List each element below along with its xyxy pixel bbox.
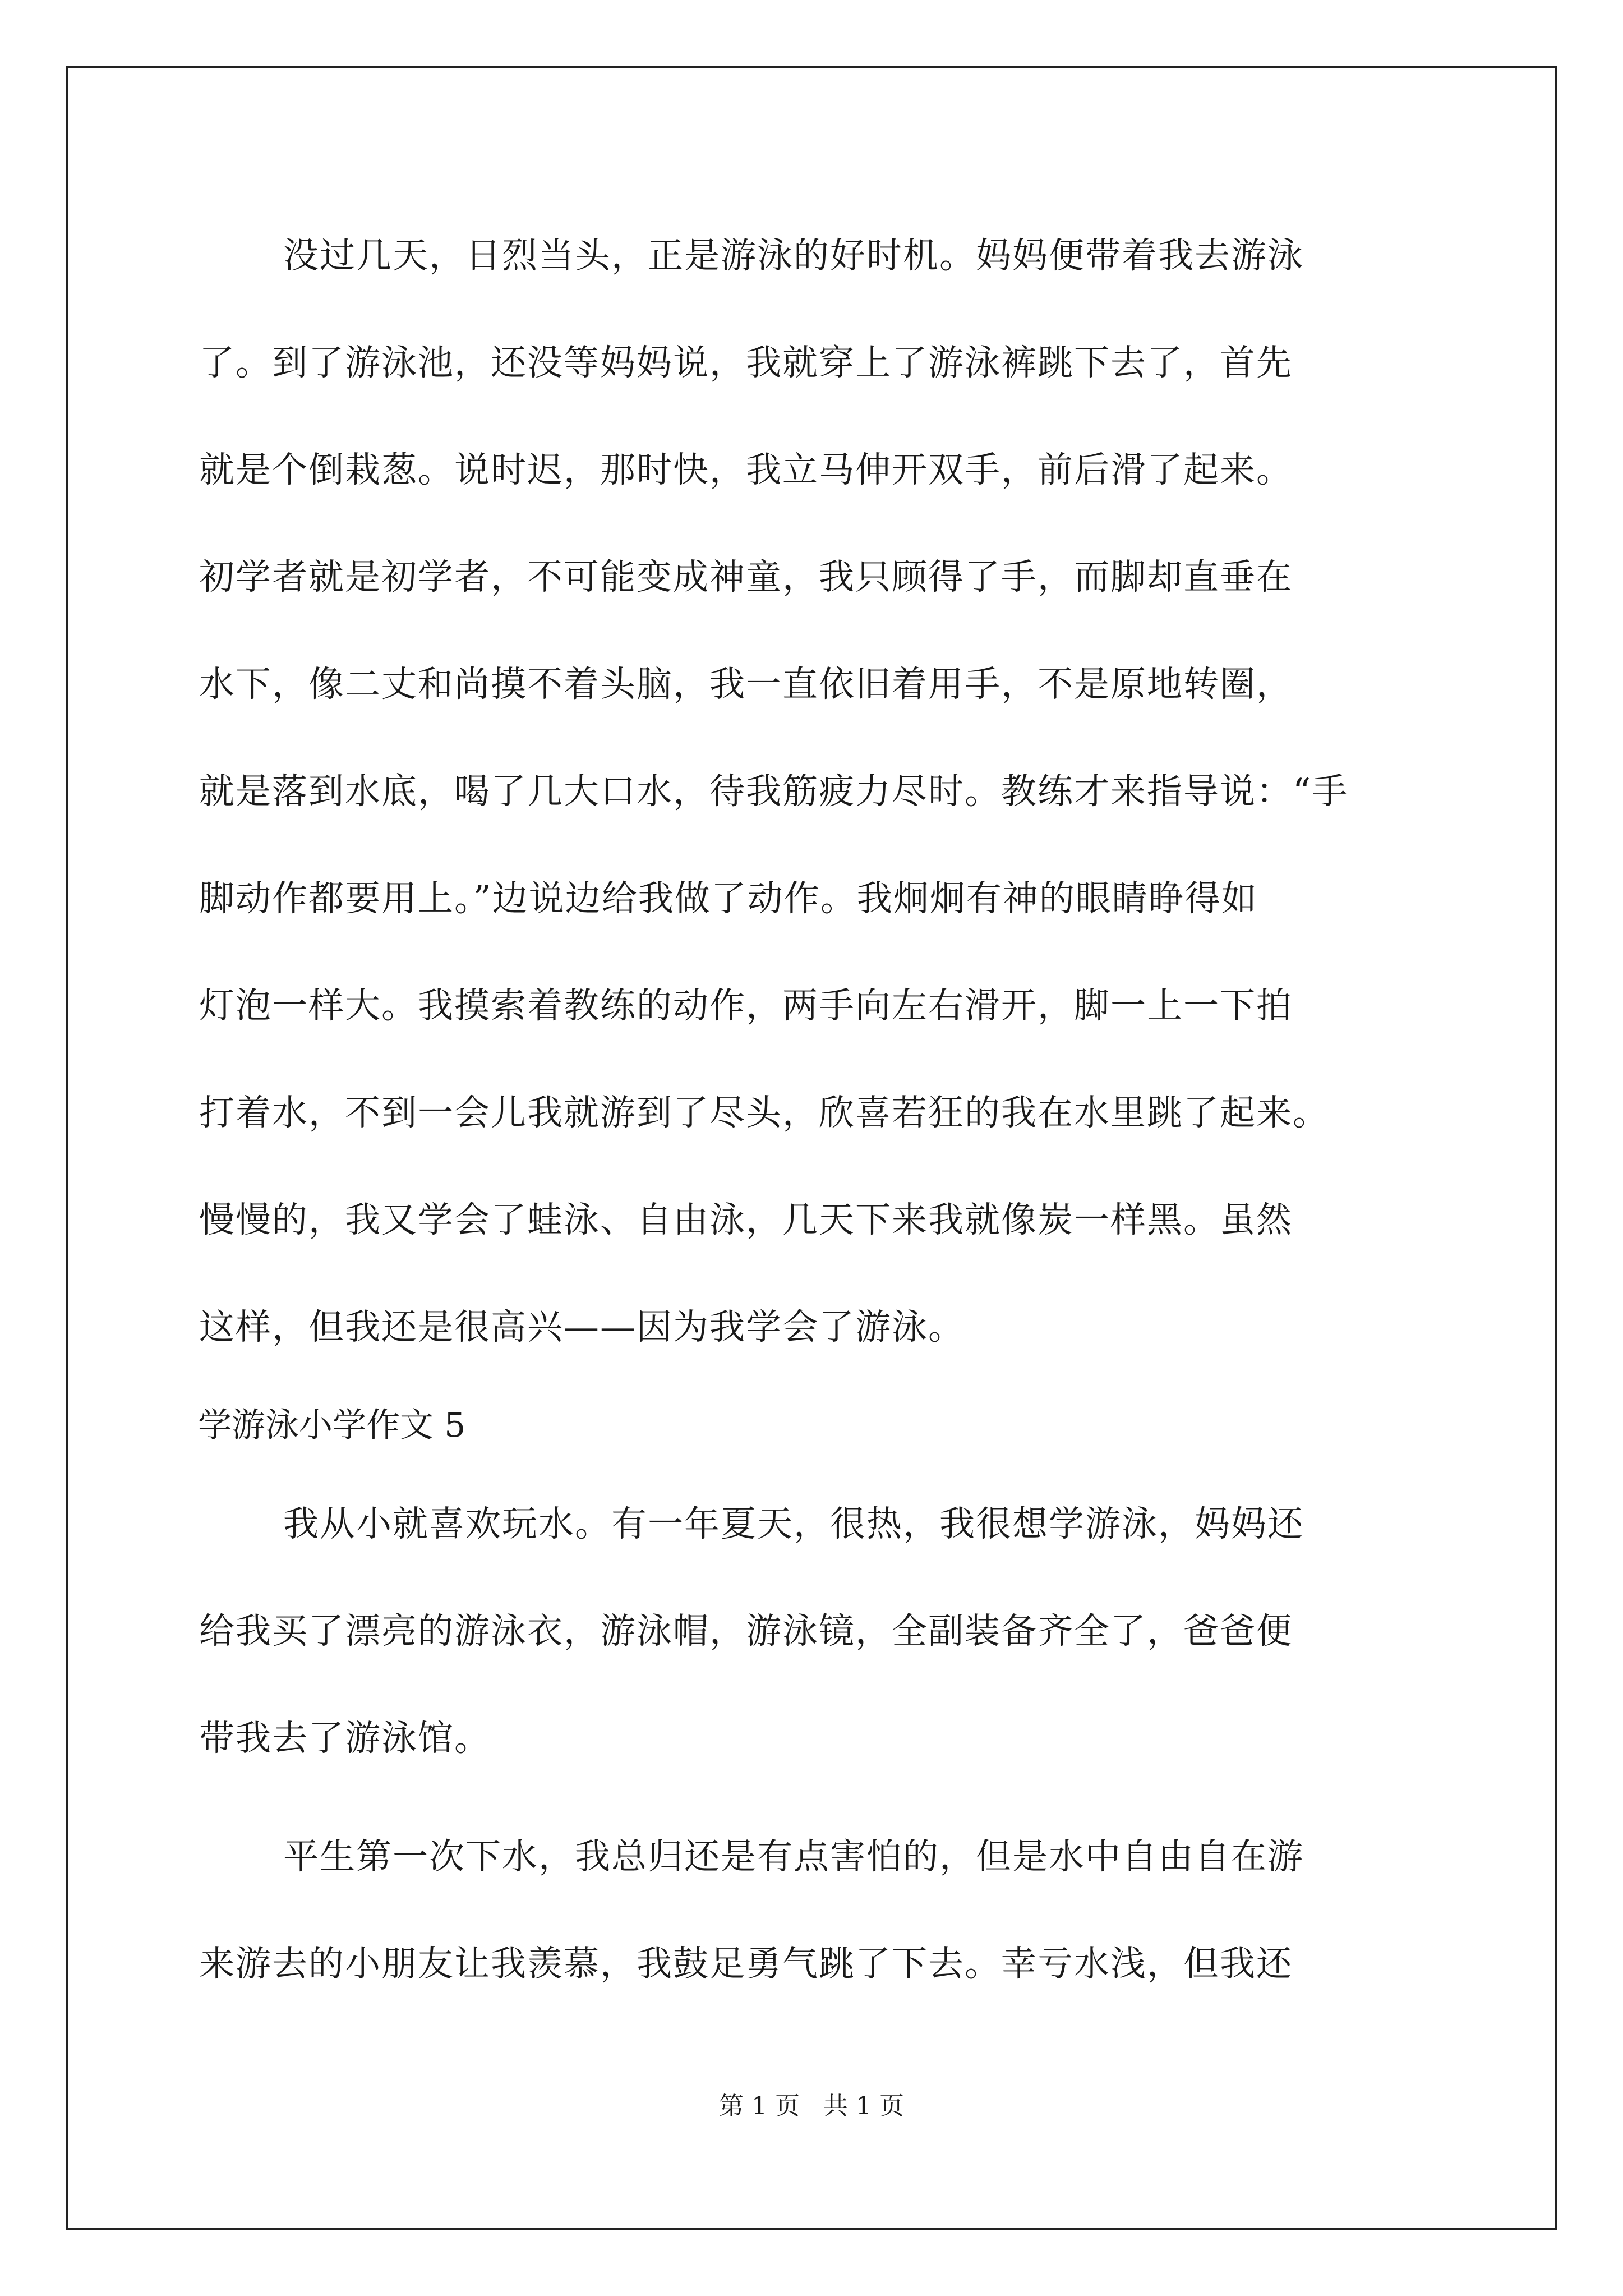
text-line: 打着水，不到一会儿我就游到了尽头，欣喜若狂的我在水里跳了起来。 <box>199 1092 1329 1133</box>
text-line: 初学者就是初学者，不可能变成神童，我只顾得了手，而脚却直垂在 <box>199 556 1293 597</box>
text-line: 平生第一次下水，我总归还是有点害怕的，但是水中自由自在游 <box>283 1836 1304 1877</box>
text-line: 水下，像二丈和尚摸不着头脑，我一直依旧着用手，不是原地转圈， <box>199 664 1293 705</box>
page-footer: 第 1 页 共 1 页 <box>719 2092 904 2120</box>
text-line: 没过几天，日烈当头，正是游泳的好时机。妈妈便带着我去游泳 <box>283 235 1304 276</box>
text-line: 给我买了漂亮的游泳衣，游泳帽，游泳镜，全副装备齐全了，爸爸便 <box>199 1611 1293 1651</box>
section-heading: 学游泳小学作文 5 <box>198 1406 466 1445</box>
text-line: 灯泡一样大。我摸索着教练的动作，两手向左右滑开，脚一上一下拍 <box>199 985 1293 1026</box>
paragraph-1 <box>199 202 1433 1381</box>
paragraph-3 <box>199 1803 1433 2017</box>
document-body <box>199 202 1433 2017</box>
text-line: 我从小就喜欢玩水。有一年夏天，很热，我很想学游泳，妈妈还 <box>283 1503 1304 1544</box>
text-line: 慢慢的，我又学会了蛙泳、自由泳，几天下来我就像炭一样黑。虽然 <box>199 1199 1293 1240</box>
text-line: 来游去的小朋友让我羡慕，我鼓足勇气跳了下去。幸亏水浅，但我还 <box>199 1943 1293 1984</box>
text-line: 就是落到水底，喝了几大口水，待我筋疲力尽时。教练才来指导说：“手 <box>199 771 1349 812</box>
text-line: 了。到了游泳池，还没等妈妈说，我就穿上了游泳裤跳下去了，首先 <box>199 342 1293 383</box>
text-line: 这样，但我还是很高兴——因为我学会了游泳。 <box>199 1306 965 1347</box>
text-line: 就是个倒栽葱。说时迟，那时快，我立马伸开双手，前后滑了起来。 <box>199 449 1293 490</box>
text-line: 脚动作都要用上。”边说边给我做了动作。我炯炯有神的眼睛睁得如 <box>199 878 1258 919</box>
text-line: 带我去了游泳馆。 <box>199 1718 491 1759</box>
paragraph-2 <box>199 1470 1433 1792</box>
